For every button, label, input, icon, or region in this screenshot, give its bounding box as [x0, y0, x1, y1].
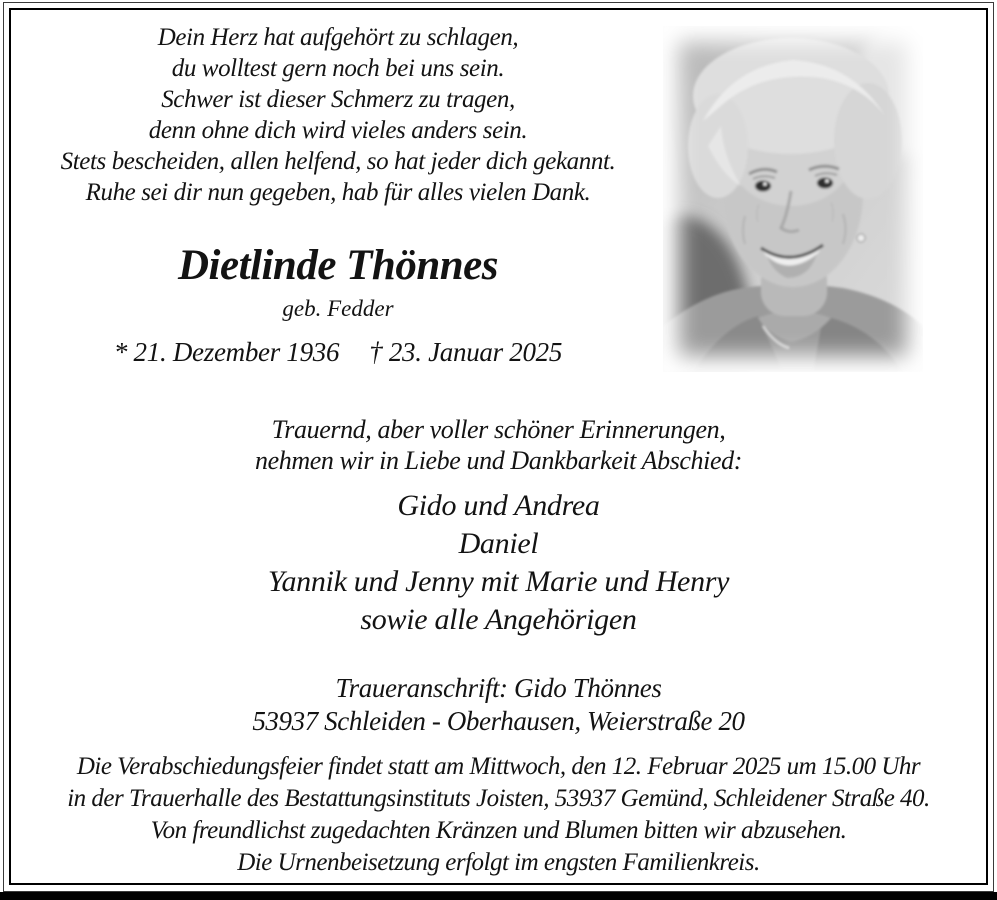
- maiden-name: geb. Fedder: [282, 296, 394, 321]
- memorial-poem: [14, 22, 662, 208]
- death-date: † 23. Januar 2025: [369, 337, 563, 367]
- address-line: 53937 Schleiden - Oberhausen, Weierstraße 20: [252, 706, 745, 736]
- poem-line: Schwer ist dieser Schmerz zu tragen,: [161, 86, 515, 113]
- mourners-list: [14, 487, 983, 639]
- farewell-line: nehmen wir in Liebe und Dankbarkeit Abschied:: [255, 446, 742, 475]
- mourner-line: sowie alle Angehörigen: [360, 603, 637, 636]
- bottom-edge-bar: [0, 892, 997, 900]
- portrait-illustration: [663, 26, 923, 372]
- portrait-photo: [663, 26, 923, 372]
- address-line: Traueranschrift: Gido Thönnes: [335, 673, 662, 703]
- mourner-line: Daniel: [458, 527, 539, 560]
- service-line: Von freundlichst zugedachten Kränzen und Blumen bitten wir abzusehen.: [150, 817, 847, 844]
- birth-date: * 21. Dezember 1936: [113, 337, 340, 367]
- deceased-name: Dietlinde Thönnes: [177, 242, 498, 289]
- poem-line: Dein Herz hat aufgehört zu schlagen,: [157, 24, 519, 51]
- mourner-line: Yannik und Jenny mit Marie und Henry: [267, 565, 730, 598]
- life-dates: [14, 337, 662, 368]
- service-details: [14, 751, 983, 879]
- deceased-block: [14, 240, 662, 368]
- farewell-line: Trauernd, aber voller schöner Erinnerungen,: [271, 415, 726, 444]
- poem-line: Stets bescheiden, allen helfend, so hat jeder dich gekannt.: [60, 148, 616, 175]
- service-line: in der Trauerhalle des Bestattungsinstituts Joisten, 53937 Gemünd, Schleidener Straße 40.: [67, 785, 930, 812]
- condolence-address: [14, 672, 983, 738]
- poem-line: denn ohne dich wird vieles anders sein.: [148, 117, 528, 144]
- farewell-intro: [14, 414, 983, 476]
- service-line: Die Urnenbeisetzung erfolgt im engsten Familienkreis.: [237, 849, 760, 876]
- service-line: Die Verabschiedungsfeier findet statt am Mittwoch, den 12. Februar 2025 um 15.00 Uhr: [76, 753, 921, 780]
- poem-line: Ruhe sei dir nun gegeben, hab für alles vielen Dank.: [85, 179, 591, 206]
- poem-line: du wolltest gern noch bei uns sein.: [171, 55, 505, 82]
- mourner-line: Gido und Andrea: [397, 489, 600, 522]
